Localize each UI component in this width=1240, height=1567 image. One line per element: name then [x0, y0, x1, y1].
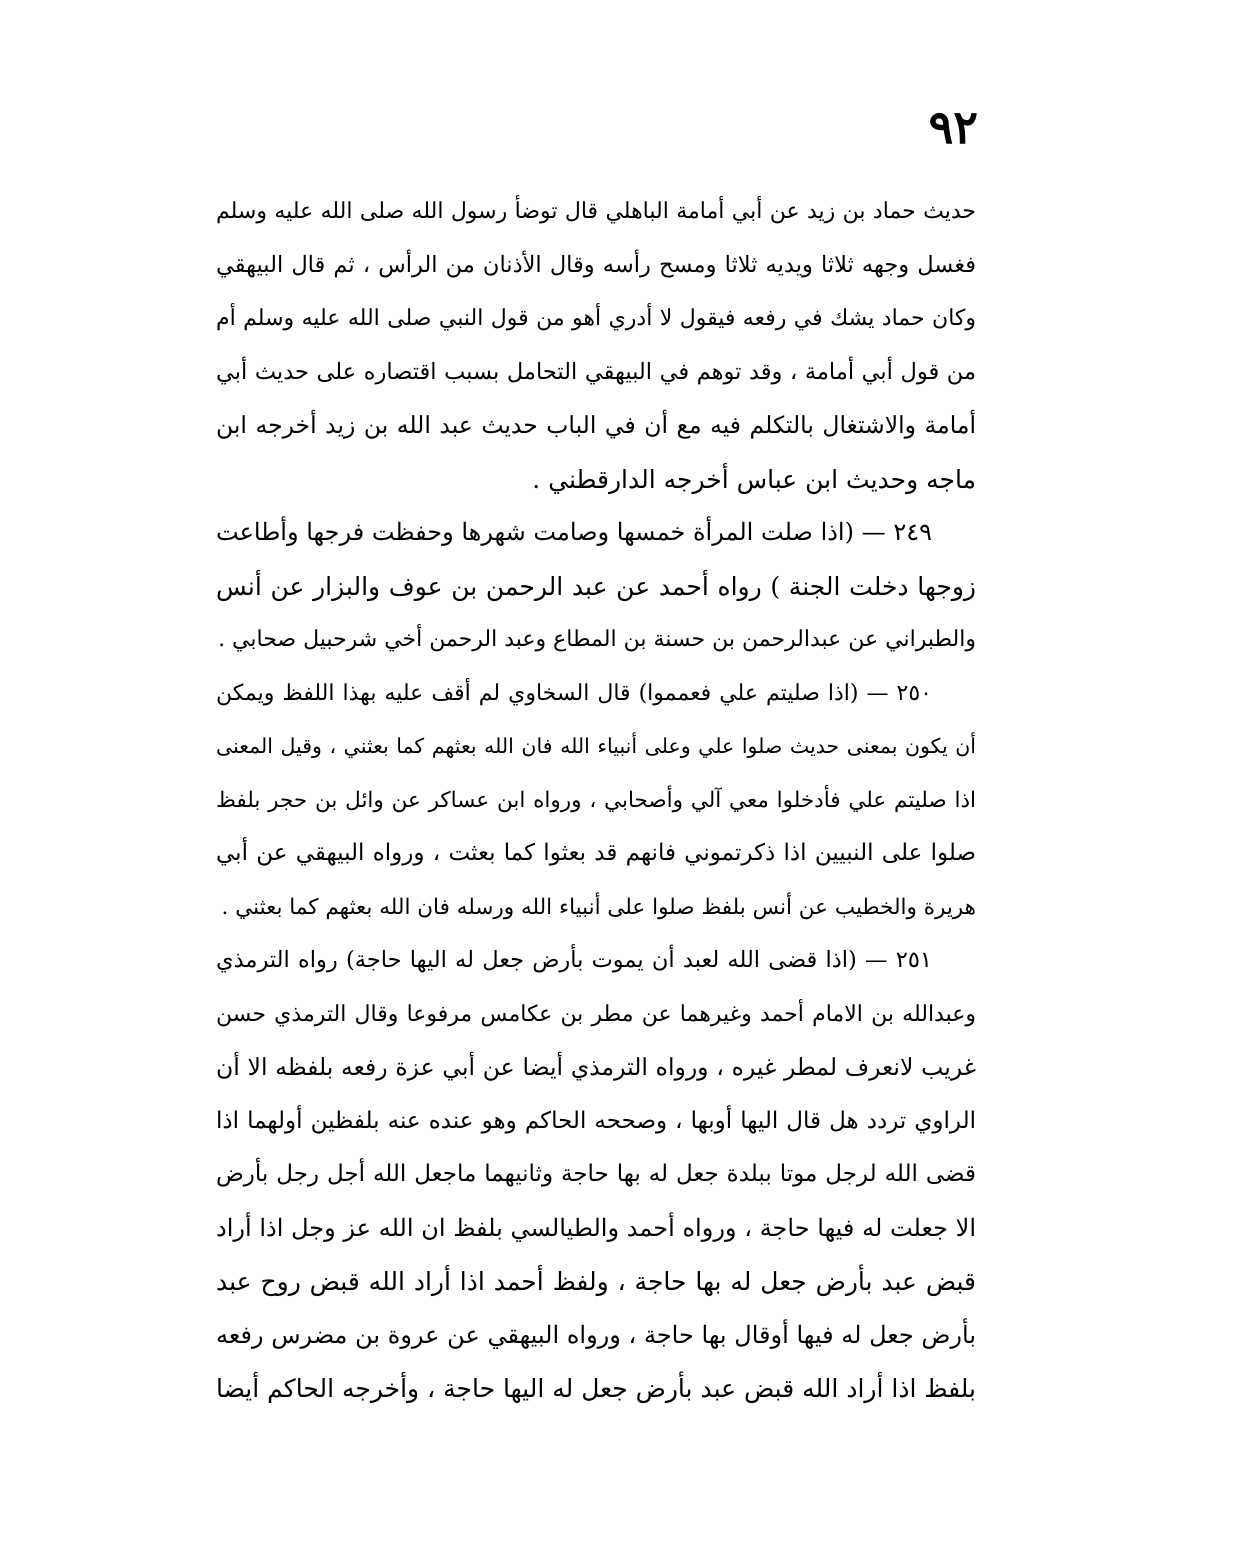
- body-text: [216, 185, 976, 1416]
- text-line-11: أن يكون بمعنى حديث صلوا علي وعلى أنبياء الله فان الله بعثهم كما بعثني ، وقيل المعنى: [216, 734, 976, 758]
- page-number: ٩٢: [928, 100, 978, 154]
- text-line-22: بأرض جعل له فيها أوقال بها حاجة ، ورواه البيهقي عن عروة بن مضرس رفعه: [216, 1320, 976, 1349]
- text-line-9: والطبراني عن عبدالرحمن بن حسنة بن المطاع وعبد الرحمن أخي شرحبيل صحابي .: [218, 627, 976, 652]
- text-line-2: فغسل وجهه ثلاثا ويديه ثلاثا ومسح رأسه وقال الأذنان من الرأس ، ثم قال البيهقي: [216, 251, 976, 278]
- text-line-17: غريب لانعرف لمطر غيره ، ورواه الترمذي أيضا عن أبي عزة رفعه بلفظه الا أن: [216, 1053, 976, 1081]
- text-line-23: بلفظ اذا أراد الله قبض عبد بأرض جعل له اليها حاجة ، وأخرجه الحاكم أيضا: [216, 1374, 976, 1403]
- hadith-250-start: ٢٥٠ — (اذا صليتم علي فعمموا) قال السخاوي لم أقف عليه بهذا اللفظ ويمكن: [216, 680, 932, 706]
- text-line-19: قضى الله لرجل موتا ببلدة جعل له بها حاجة وثانيهما ماجعل الله أجل رجل بأرض: [216, 1161, 976, 1187]
- text-line-20: الا جعلت له فيها حاجة ، ورواه أحمد والطيالسي بلفظ ان الله عز وجل اذا أراد: [216, 1213, 976, 1242]
- hadith-251-start: ٢٥١ — (اذا قضى الله لعبد أن يموت بأرض جعل له اليها حاجة) رواه الترمذي: [216, 947, 932, 973]
- text-line-13: صلوا على النبيين اذا ذكرتموني فانهم قد بعثوا كما بعثت ، ورواه البيهقي عن أبي: [216, 840, 976, 866]
- text-line-21: قبض عبد بأرض جعل له بها حاجة ، ولفظ أحمد اذا أراد الله قبض روح عبد: [216, 1267, 976, 1296]
- text-line-4: من قول أبي أمامة ، وقد توهم في البيهقي التحامل بسبب اقتصاره على حديث أبي: [216, 358, 976, 385]
- text-line-3: وكان حماد يشك في رفعه فيقول لا أدري أهو من قول النبي صلى الله عليه وسلم أم: [216, 306, 976, 331]
- text-line-8: زوجها دخلت الجنة ) رواه أحمد عن عبد الرحمن بن عوف والبزار عن أنس: [216, 571, 976, 601]
- text-line-18: الراوي تردد هل قال اليها أوبها ، وصححه الحاكم وهو عنده عنه بلفظين أولهما اذا: [216, 1107, 976, 1134]
- text-line-16: وعبدالله بن الامام أحمد وغيرهما عن مطر بن عكامس مرفوعا وقال الترمذي حسن: [216, 1001, 976, 1027]
- text-line-12: اذا صليتم علي فأدخلوا معي آلي وأصحابي ، ورواه ابن عساكر عن وائل بن حجر بلفظ: [216, 787, 976, 813]
- text-line-1: حديث حماد بن زيد عن أبي أمامة الباهلي قال توضأ رسول الله صلى الله عليه وسلم: [216, 199, 976, 224]
- text-line-5: أمامة والاشتغال بالتكلم فيه مع أن في الباب حديث عبد الله بن زيد أخرجه ابن: [216, 411, 976, 439]
- text-line-14: هريرة والخطيب عن أنس بلفظ صلوا على أنبياء الله ورسله فان الله بعثهم كما بعثني .: [221, 894, 976, 920]
- text-line-6: ماجه وحديث ابن عباس أخرجه الدارقطني .: [532, 464, 976, 494]
- hadith-249-start: ٢٤٩ — (اذا صلت المرأة خمسها وصامت شهرها وحفظت فرجها وأطاعت: [216, 518, 932, 546]
